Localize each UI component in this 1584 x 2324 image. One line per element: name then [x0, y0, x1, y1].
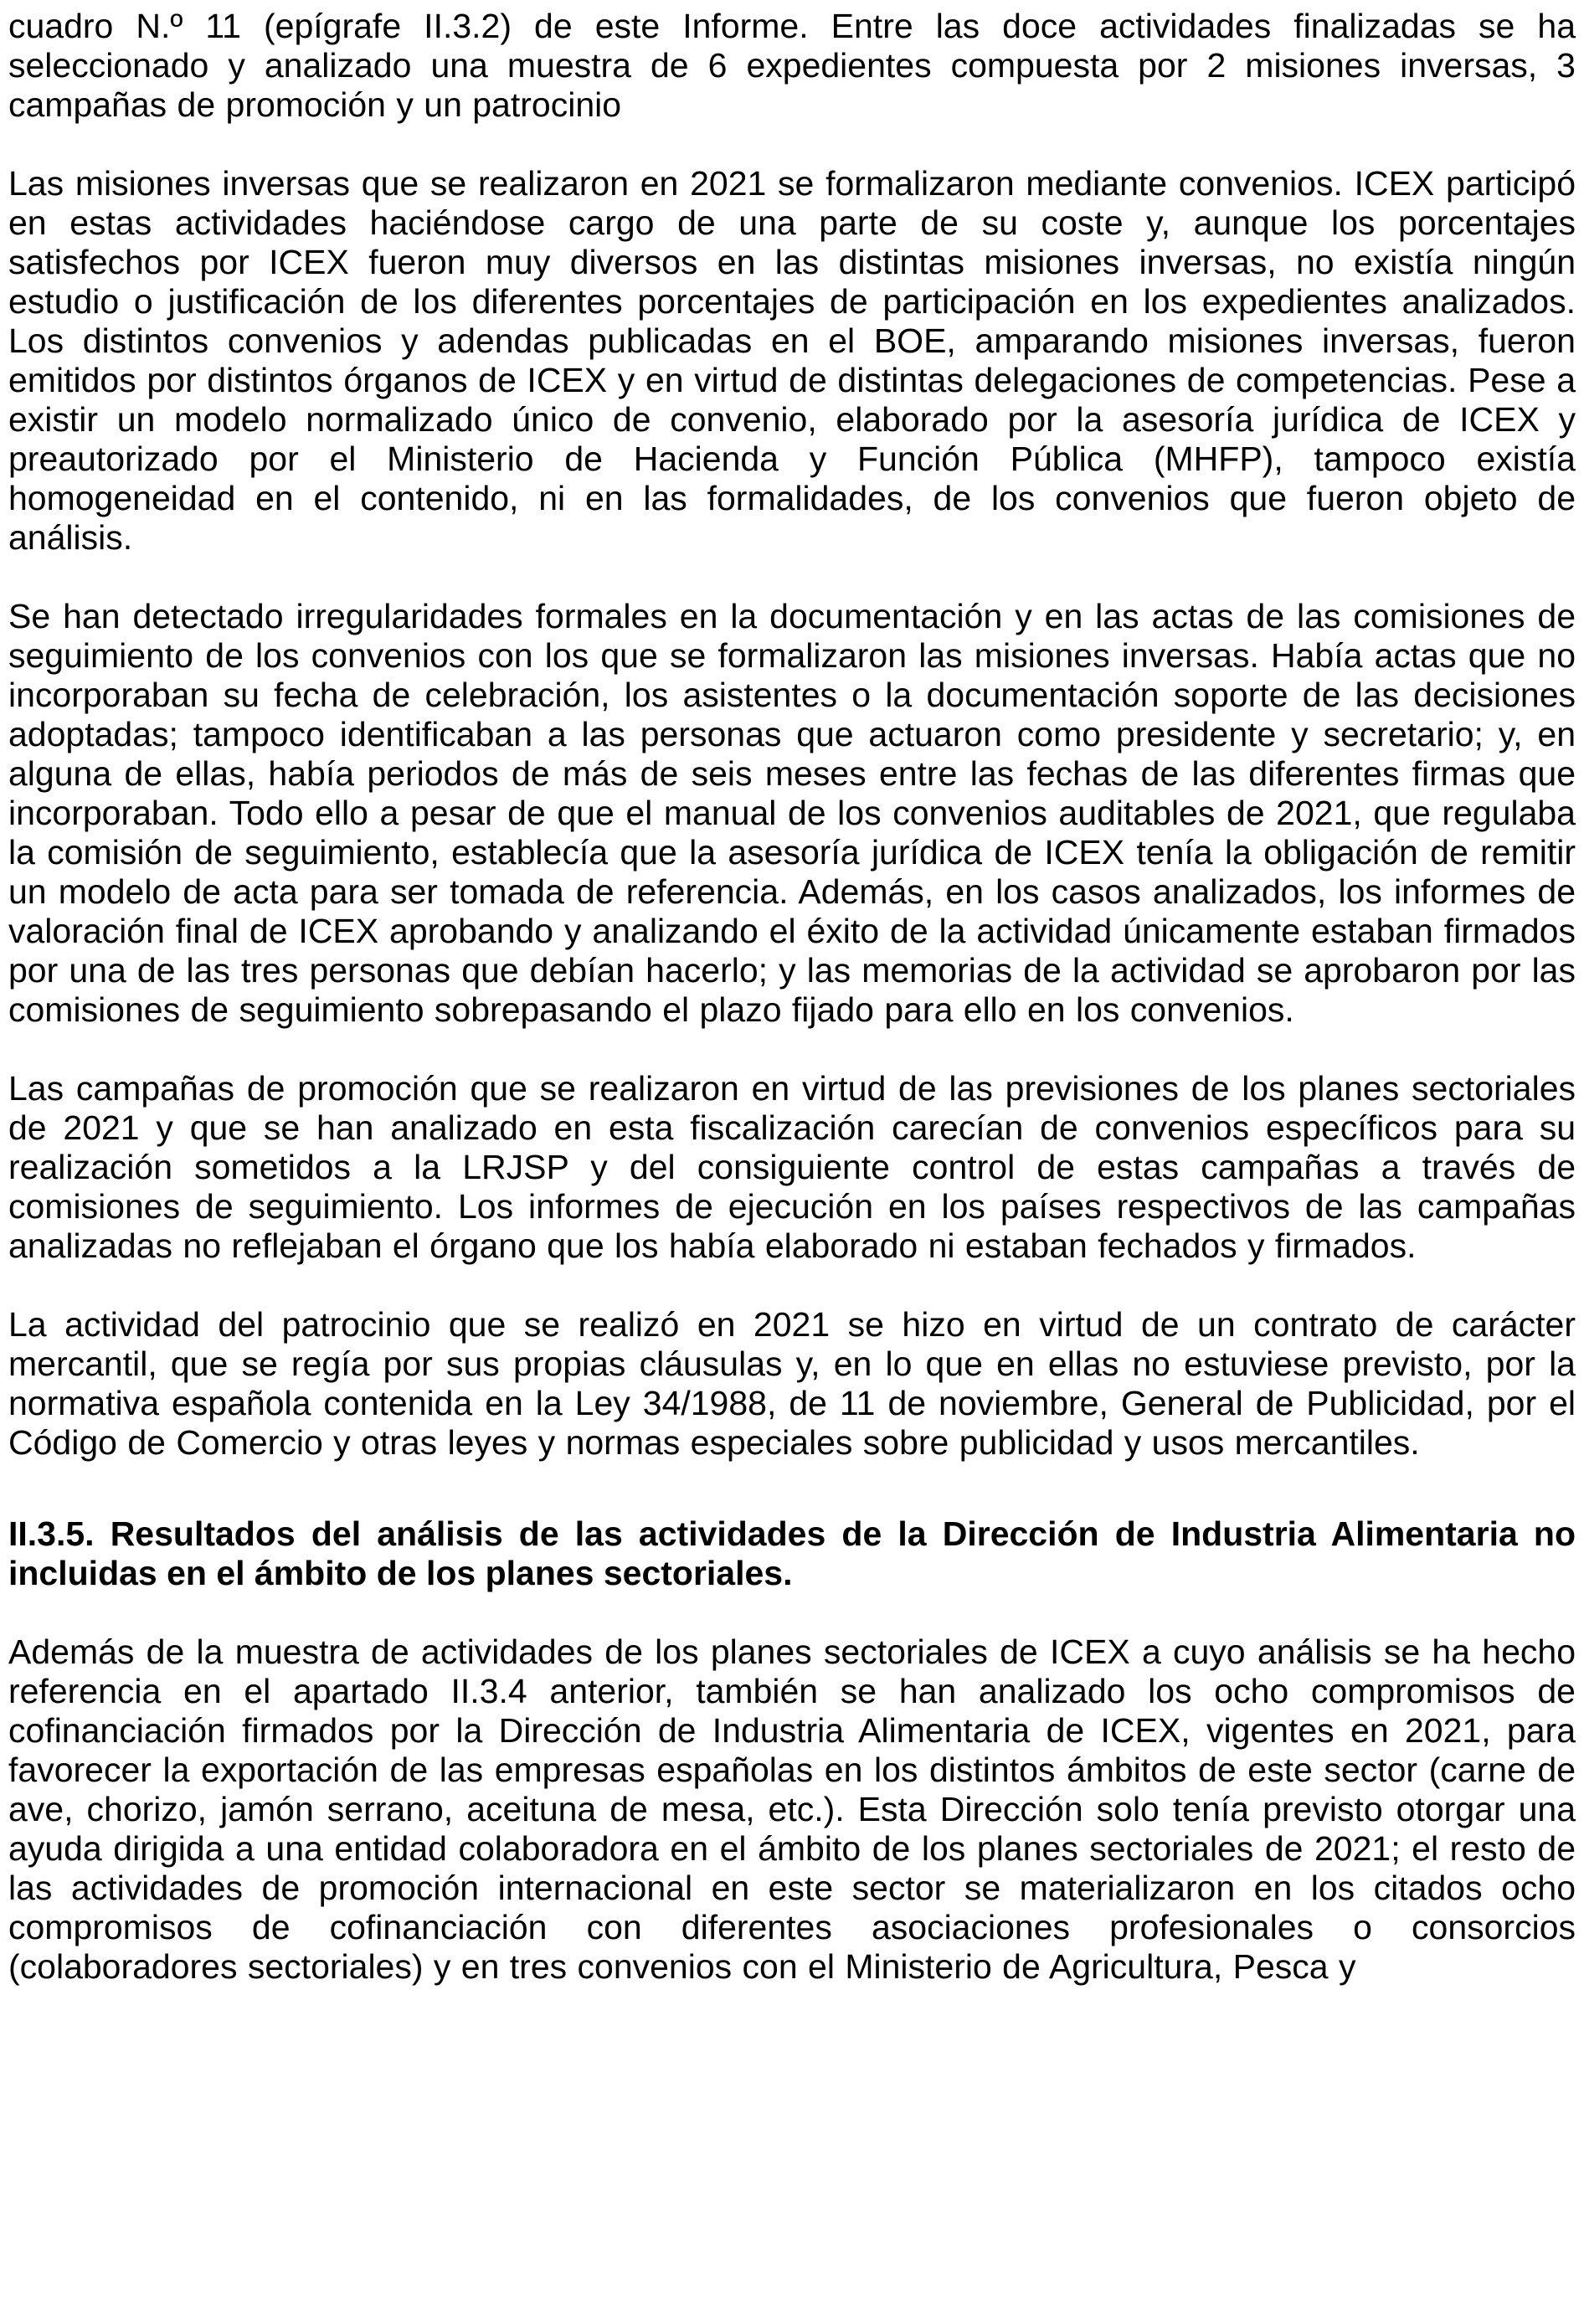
- paragraph-patrocinio-contrato: La actividad del patrocinio que se realizó en 2021 se hizo en virtud de un contrato de carácter mercantil, que se regía por sus propias cláusulas y, en lo que en ellas no estuviese previsto, por la normativa española contenida en la Ley 34/1988, de 11 de noviembre, General de Publicidad, por el Código de Comercio y otras leyes y normas especiales sobre publicidad y usos mercantiles.: [8, 1305, 1576, 1462]
- paragraph-irregularidades-actas: Se han detectado irregularidades formales en la documentación y en las actas de las comisiones de seguimiento de los convenios con los que se formalizaron las misiones inversas. Había actas que no incorporaban su fecha de celebración, los asistentes o la documentación soporte de las decisiones adoptadas; tampoco identificaban a las personas que actuaron como presidente y secretario; y, en alguna de ellas, había periodos de más de seis meses entre las fechas de las diferentes firmas que incorporaban. Todo ello a pesar de que el manual de los convenios auditables de 2021, que regulaba la comisión de seguimiento, establecía que la asesoría jurídica de ICEX tenía la obligación de remitir un modelo de acta para ser tomada de referencia. Además, en los casos analizados, los informes de valoración final de ICEX aprobando y analizando el éxito de la actividad únicamente estaban firmados por una de las tres personas que debían hacerlo; y las memorias de la actividad se aprobaron por las comisiones de seguimiento sobrepasando el plazo fijado para ello en los convenios.: [8, 597, 1576, 1029]
- paragraph-muestra-expedientes: cuadro N.º 11 (epígrafe II.3.2) de este Informe. Entre las doce actividades finalizadas se ha seleccionado y analizado una muestra de 6 expedientes compuesta por 2 misiones inversas, 3 campañas de promoción y un patrocinio: [8, 7, 1576, 124]
- paragraph-misiones-inversas-convenios: Las misiones inversas que se realizaron en 2021 se formalizaron mediante convenios. ICEX participó en estas actividades haciéndose cargo de una parte de su coste y, aunque los porcentajes satisfechos por ICEX fueron muy diversos en las distintas misiones inversas, no existía ningún estudio o justificación de los diferentes porcentajes de participación en los expedientes analizados. Los distintos convenios y adendas publicadas en el BOE, amparando misiones inversas, fueron emitidos por distintos órganos de ICEX y en virtud de distintas delegaciones de competencias. Pese a existir un modelo normalizado único de convenio, elaborado por la asesoría jurídica de ICEX y preautorizado por el Ministerio de Hacienda y Función Pública (MHFP), tampoco existía homogeneidad en el contenido, ni en las formalidades, de los convenios que fueron objeto de análisis.: [8, 164, 1576, 557]
- paragraph-industria-alimentaria-cofinanciacion: Además de la muestra de actividades de los planes sectoriales de ICEX a cuyo análisis se ha hecho referencia en el apartado II.3.4 anterior, también se han analizado los ocho compromisos de cofinanciación firmados por la Dirección de Industria Alimentaria de ICEX, vigentes en 2021, para favorecer la exportación de las empresas españolas en los distintos ámbitos de este sector (carne de ave, chorizo, jamón serrano, aceituna de mesa, etc.). Esta Dirección solo tenía previsto otorgar una ayuda dirigida a una entidad colaboradora en el ámbito de los planes sectoriales de 2021; el resto de las actividades de promoción internacional en este sector se materializaron en los citados ocho compromisos de cofinanciación con diferentes asociaciones profesionales o consorcios (colaboradores sectoriales) y en tres convenios con el Ministerio de Agricultura, Pesca y: [8, 1632, 1576, 1986]
- paragraph-campanas-promocion: Las campañas de promoción que se realizaron en virtud de las previsiones de los planes sectoriales de 2021 y que se han analizado en esta fiscalización carecían de convenios específicos para su realización sometidos a la LRJSP y del consiguiente control de estas campañas a través de comisiones de seguimiento. Los informes de ejecución en los países respectivos de las campañas analizadas no reflejaban el órgano que los había elaborado ni estaban fechados y firmados.: [8, 1069, 1576, 1265]
- section-heading-ii-3-5: II.3.5. Resultados del análisis de las actividades de la Dirección de Industria Alimentaria no incluidas en el ámbito de los planes sectoriales.: [8, 1514, 1576, 1592]
